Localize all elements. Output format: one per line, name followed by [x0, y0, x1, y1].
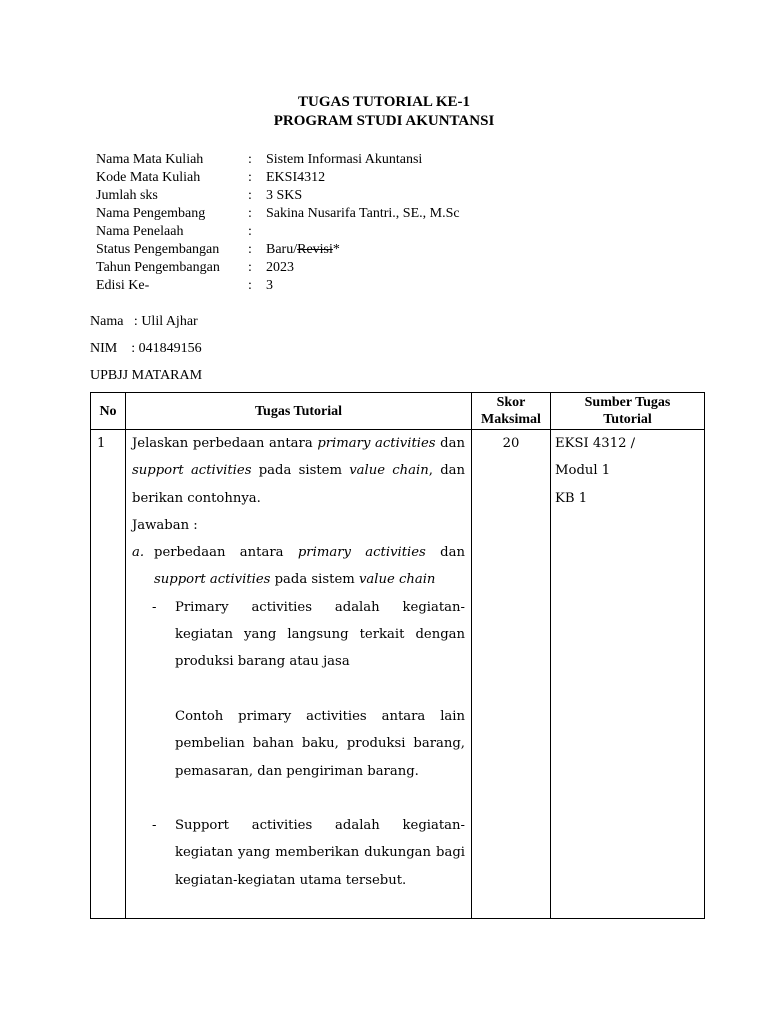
- bullet-marker: -: [152, 599, 157, 615]
- info-label: Tahun Pengembangan: [96, 260, 220, 275]
- question-part: dan: [435, 436, 465, 451]
- question-term: support activities: [132, 463, 252, 479]
- info-label: Nama Penelaah: [96, 224, 184, 239]
- header-source-line1: Sumber Tugas: [584, 395, 671, 410]
- info-value: Sakina Nusarifa Tantri., SE., M.Sc: [266, 206, 460, 221]
- cell-source: [551, 430, 705, 919]
- info-label: Nama Mata Kuliah: [96, 152, 204, 167]
- info-label: Kode Mata Kuliah: [96, 170, 201, 185]
- point-a-part: pada sistem: [270, 572, 359, 588]
- info-colon: :: [248, 278, 252, 293]
- point-a-term: primary activities: [297, 545, 426, 561]
- table-header-row: [91, 393, 705, 430]
- info-colon: :: [248, 224, 252, 239]
- info-value: EKSI4312: [266, 170, 326, 185]
- cell-task: [126, 430, 472, 919]
- question-part: Jelaskan perbedaan antara: [132, 436, 318, 451]
- info-colon: :: [248, 242, 252, 257]
- info-colon: :: [248, 170, 252, 185]
- header-score: [472, 393, 551, 430]
- header-no: No: [91, 393, 126, 430]
- question-text: [132, 430, 465, 512]
- primary-activities-example: Contoh primary activities antara lain pembelian bahan baku, produksi barang, pemasaran, dan pengiriman barang.: [175, 708, 465, 779]
- info-label: Status Pengembangan: [96, 242, 220, 257]
- source-line: Modul 1: [555, 463, 611, 479]
- question-term: primary activities: [317, 436, 436, 451]
- info-label: Nama Pengembang: [96, 206, 206, 221]
- doc-title-line1: TUGAS TUTORIAL KE-1: [298, 94, 470, 110]
- header-source: [551, 393, 705, 430]
- source-line: EKSI 4312 /: [555, 436, 636, 451]
- question-part: pada sistem: [251, 463, 350, 479]
- bullet-text: Primary activities adalah kegiatan-kegiatan yang langsung terkait dengan produksi barang atau jasa: [175, 599, 465, 670]
- info-colon: :: [248, 188, 252, 203]
- student-nim: NIM : 041849156: [90, 341, 202, 356]
- bullet-primary-activities: [132, 594, 465, 676]
- header-score-line1: Skor: [496, 395, 526, 410]
- answer-point-a: [132, 539, 465, 594]
- question-part: , dan berikan contohnya.: [132, 463, 465, 506]
- point-a-marker: a.: [132, 545, 145, 561]
- header-task: Tugas Tutorial: [126, 393, 472, 430]
- info-colon: :: [248, 152, 252, 167]
- table-row: [91, 430, 705, 919]
- student-name: Nama : Ulil Ajhar: [90, 314, 198, 329]
- info-label: Jumlah sks: [96, 188, 158, 203]
- source-line: KB 1: [555, 490, 588, 506]
- header-source-line2: Tutorial: [603, 412, 652, 427]
- status-asterisk: *: [332, 242, 340, 257]
- question-term: value chain: [349, 463, 429, 479]
- point-a-part: dan: [425, 545, 465, 561]
- bullet-marker: -: [152, 818, 157, 834]
- info-label: Edisi Ke-: [96, 278, 150, 293]
- status-option-revisi-struck: Revisi: [297, 242, 333, 257]
- tutorial-task-table: [90, 392, 705, 919]
- header-score-line2: Maksimal: [481, 412, 541, 427]
- doc-title-line2: PROGRAM STUDI AKUNTANSI: [273, 113, 495, 129]
- info-colon: :: [248, 206, 252, 221]
- info-value-status: [266, 241, 340, 259]
- point-a-term: value chain: [358, 572, 436, 588]
- info-value: 3 SKS: [266, 188, 303, 203]
- cell-score: 20: [472, 430, 551, 919]
- info-value: 3: [266, 278, 273, 293]
- answer-label: Jawaban :: [132, 517, 198, 533]
- point-a-part: perbedaan antara: [154, 545, 298, 561]
- bullet-support-activities: [132, 812, 465, 894]
- info-value: Sistem Informasi Akuntansi: [266, 152, 423, 167]
- cell-no: 1: [91, 430, 126, 919]
- point-a-term: support activities: [154, 572, 271, 588]
- info-colon: :: [248, 260, 252, 275]
- student-upbjj: UPBJJ MATARAM: [90, 368, 203, 383]
- status-option-baru: Baru/: [266, 242, 298, 257]
- bullet-text: Support activities adalah kegiatan-kegiatan yang memberikan dukungan bagi kegiatan-kegiatan utama tersebut.: [175, 818, 465, 888]
- info-value: 2023: [266, 260, 294, 275]
